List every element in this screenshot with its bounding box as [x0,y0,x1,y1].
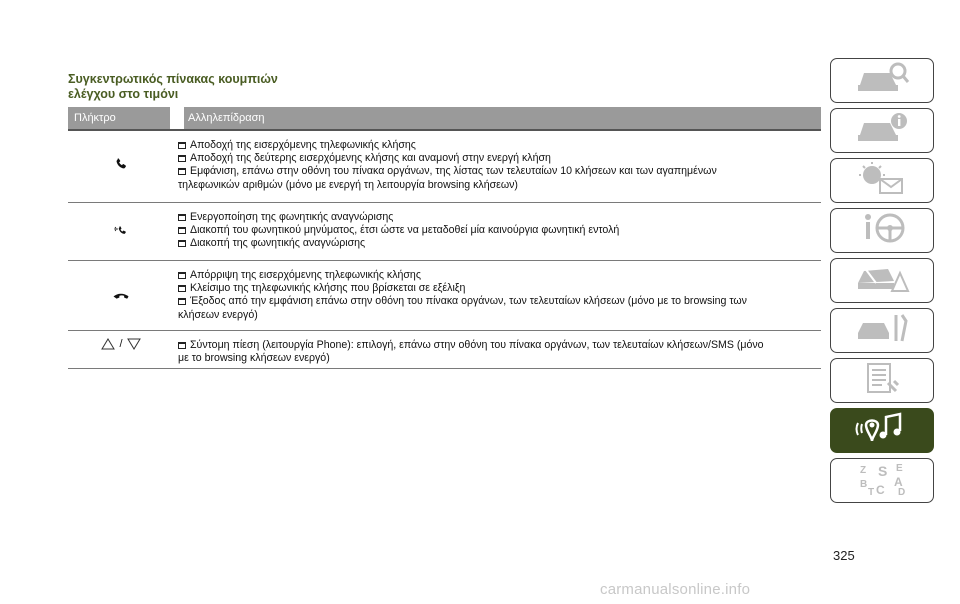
interaction-text: κλήσεων ενεργό) [178,308,258,321]
table-row [68,203,821,261]
key-cell [68,261,174,330]
header-interaction: Αλληλεπίδραση [188,112,265,124]
interaction-text: Απόρριψη της εισερχόμενης τηλεφωνικής κλήσης [190,269,421,281]
multimedia-icon [854,411,910,450]
voice-command-icon [113,221,129,242]
bullet-icon [178,214,186,221]
interaction-text: Σύντομη πίεση (λειτουργία Phone): επιλογή, επάνω στην οθόνη του πίνακα οργάνων, των τελευταίων κλήσεων/SMS (μόνο [190,339,764,351]
interaction-text: Αποδοχή της δεύτερης εισερχόμενης κλήσης και αναμονή στην ενεργή κλήση [190,152,551,165]
tab-car-info[interactable] [830,108,934,153]
tab-multimedia[interactable] [830,408,934,453]
interaction-text: τηλεφωνικών αριθμών (μόνο με ενεργή τη λειτουργία browsing κλήσεων) [178,178,518,191]
tab-warning-lights[interactable] [830,158,934,203]
watermark: carmanualsonline.info [600,581,751,598]
car-info-icon [854,111,910,150]
table-row [68,261,821,331]
tab-index[interactable] [830,458,934,503]
bullet-icon [178,272,186,279]
section-title-line-1: Συγκεντρωτικός πίνακας κουμπιών [68,72,278,86]
bullet-icon [178,342,186,349]
bullet-icon [178,227,186,234]
key-cell [68,203,174,260]
tab-technical-data[interactable] [830,358,934,403]
document-list-icon [854,361,910,400]
interaction-text: Κλείσιμο της τηλεφωνικής κλήσης που βρίσκεται σε εξέλιξη [190,282,466,295]
key-separator: / [119,338,123,350]
airbag-steering-icon [854,211,910,250]
hang-up-icon [112,287,130,305]
bullet-icon [178,155,186,162]
tab-emergency[interactable] [830,258,934,303]
interaction-text: Διακοπή του φωνητικού μηνύματος, έτσι ώστε να μεταδοθεί μία καινούργια φωνητική εντολή [190,224,620,237]
key-cell [68,131,174,202]
bullet-icon [178,168,186,175]
bullet-icon [178,240,186,247]
up-down-arrows-icon [101,338,140,350]
interaction-cell [174,131,821,202]
interaction-text: Εμφάνιση, επάνω στην οθόνη του πίνακα οργάνων, της λίστας των τελευταίων 10 κλήσεων και των αγαπημένων [190,165,717,178]
car-accident-icon [854,261,910,300]
key-cell [68,331,174,368]
car-tools-icon [854,311,910,350]
tab-safety[interactable] [830,208,934,253]
tab-maintenance[interactable] [830,308,934,353]
interaction-text: Έξοδος από την εμφάνιση επάνω στην οθόνη του πίνακα οργάνων, των τελευταίων κλήσεων (μόνο με το browsing των [190,295,747,308]
warning-light-message-icon [854,161,910,200]
tab-car-search[interactable] [830,58,934,103]
interaction-cell [174,261,821,330]
table-row [68,331,821,369]
interaction-text: με το browsing κλήσεων ενεργό) [178,352,330,365]
header-key: Πλήκτρο [74,112,116,124]
section-title [68,72,488,102]
car-search-icon [854,61,910,100]
bullet-icon [178,142,186,149]
phone-icon [114,157,128,176]
chapter-tabs [830,58,934,508]
interaction-text: Ενεργοποίηση της φωνητικής αναγνώρισης [190,211,394,223]
bullet-icon [178,285,186,292]
interaction-cell [174,331,821,368]
alphabet-index-icon: Z S E A B C D T [860,462,906,498]
interaction-cell [174,203,821,260]
interaction-text: Διακοπή της φωνητικής αναγνώρισης [190,237,366,250]
interaction-text: Αποδοχή της εισερχόμενης τηλεφωνικής κλήσης [190,139,416,151]
controls-table [68,107,821,369]
table-header [68,107,821,131]
bullet-icon [178,298,186,305]
page-number: 325 [833,548,855,563]
section-title-line-2: ελέγχου στο τιμόνι [68,87,179,101]
table-row [68,131,821,203]
